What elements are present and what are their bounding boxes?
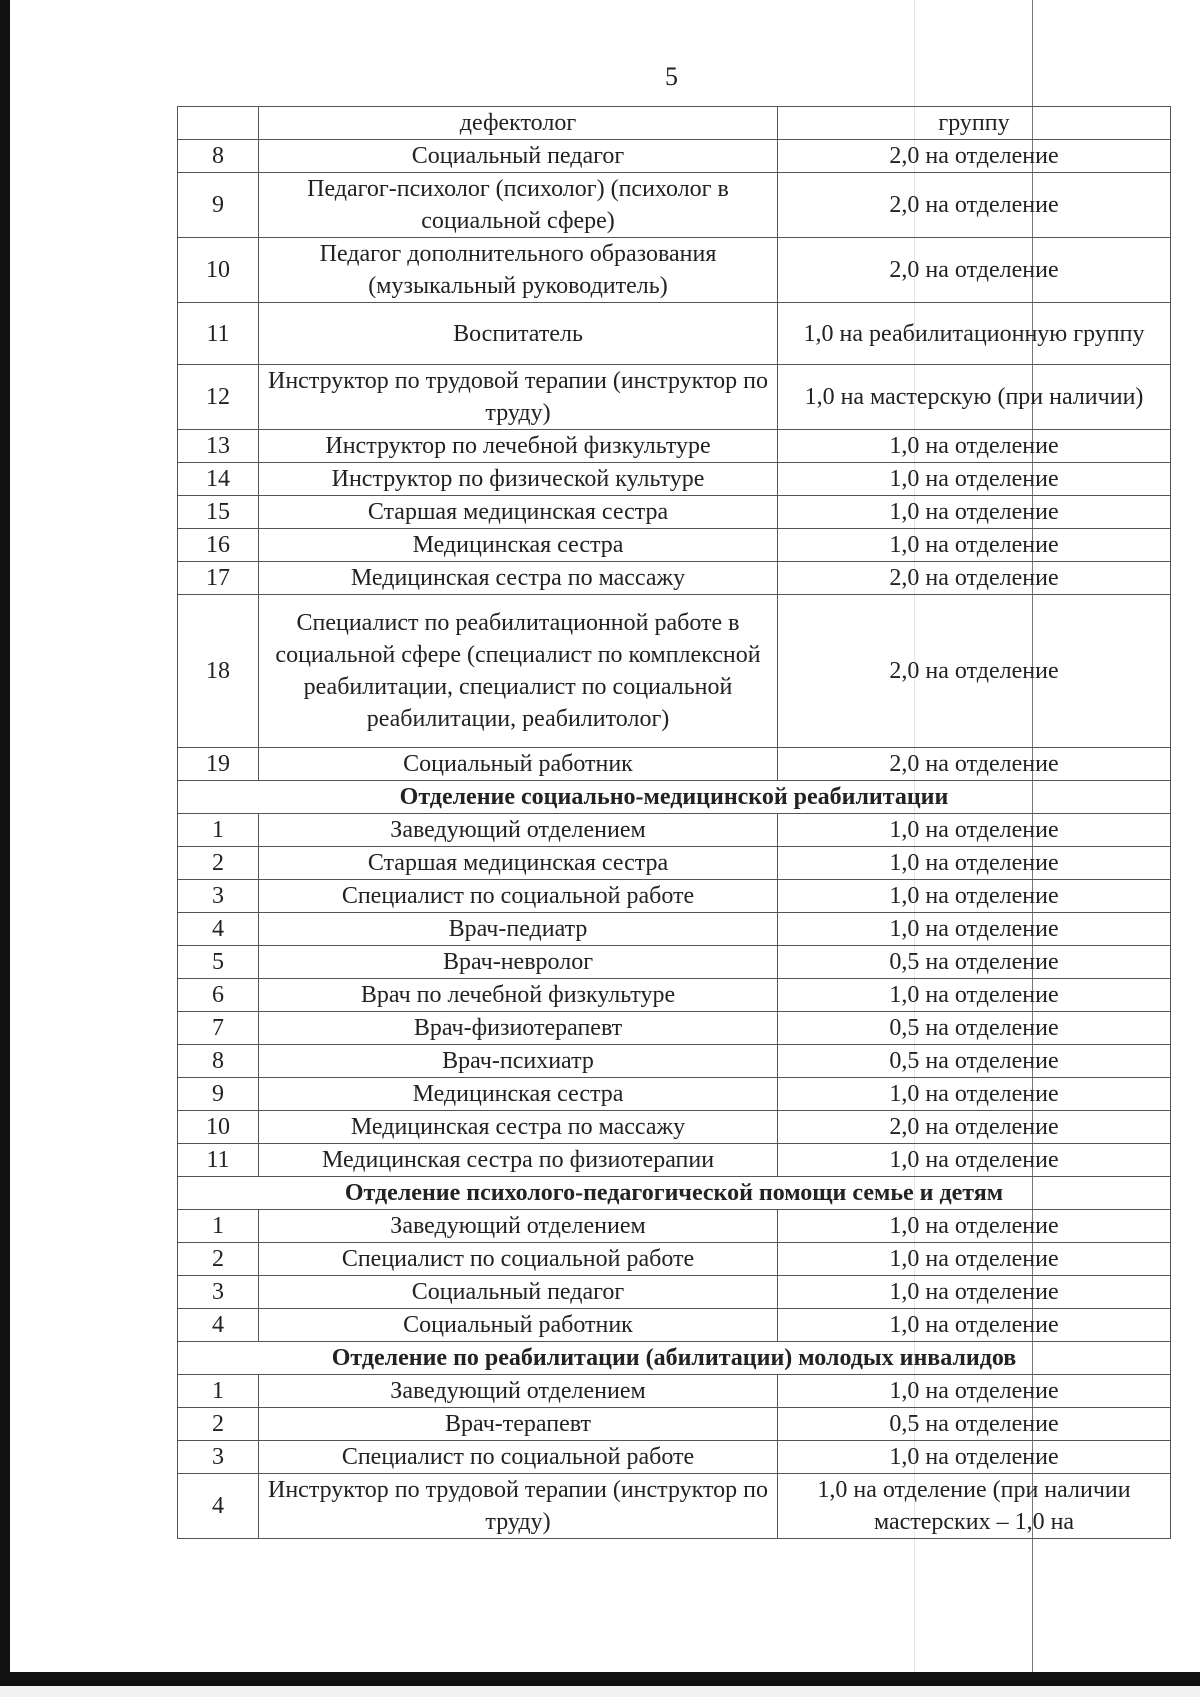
row-number-cell: 15 bbox=[178, 496, 259, 529]
staff-norm-cell: 2,0 на отделение bbox=[778, 1111, 1171, 1144]
table-row bbox=[178, 1111, 1171, 1144]
position-cell: Медицинская сестра bbox=[259, 1078, 778, 1111]
staff-norm-cell: 1,0 на отделение bbox=[778, 1144, 1171, 1177]
table-row bbox=[178, 463, 1171, 496]
row-number-cell: 2 bbox=[178, 847, 259, 880]
section-title: Отделение по реабилитации (абилитации) молодых инвалидов bbox=[178, 1342, 1171, 1375]
row-number-cell: 7 bbox=[178, 1012, 259, 1045]
row-number-cell: 3 bbox=[178, 880, 259, 913]
staff-norm-cell: 2,0 на отделение bbox=[778, 173, 1171, 238]
position-cell: Социальный педагог bbox=[259, 1276, 778, 1309]
row-number-cell: 18 bbox=[178, 595, 259, 748]
position-cell: Заведующий отделением bbox=[259, 814, 778, 847]
staff-norm-cell: 2,0 на отделение bbox=[778, 562, 1171, 595]
position-cell: Врач-педиатр bbox=[259, 913, 778, 946]
row-number-cell: 5 bbox=[178, 946, 259, 979]
table-row bbox=[178, 365, 1171, 430]
table-row bbox=[178, 1210, 1171, 1243]
row-number-cell bbox=[178, 107, 259, 140]
staff-norm-cell: 1,0 на отделение bbox=[778, 463, 1171, 496]
table-row bbox=[178, 1078, 1171, 1111]
row-number-cell: 9 bbox=[178, 1078, 259, 1111]
position-cell: Педагог дополнительного образования (музыкальный руководитель) bbox=[259, 238, 778, 303]
table-row bbox=[178, 595, 1171, 748]
row-number-cell: 11 bbox=[178, 1144, 259, 1177]
row-number-cell: 14 bbox=[178, 463, 259, 496]
row-number-cell: 1 bbox=[178, 814, 259, 847]
row-number-cell: 19 bbox=[178, 748, 259, 781]
staff-norm-cell: 1,0 на отделение bbox=[778, 496, 1171, 529]
staff-norm-cell: 1,0 на отделение bbox=[778, 430, 1171, 463]
table-row bbox=[178, 140, 1171, 173]
position-cell: Медицинская сестра bbox=[259, 529, 778, 562]
table-row bbox=[178, 562, 1171, 595]
position-cell: Социальный работник bbox=[259, 1309, 778, 1342]
table-row bbox=[178, 303, 1171, 365]
position-cell: Врач-терапевт bbox=[259, 1408, 778, 1441]
staff-norm-cell: 1,0 на отделение bbox=[778, 814, 1171, 847]
table-row bbox=[178, 979, 1171, 1012]
table-row bbox=[178, 1375, 1171, 1408]
staff-norm-cell: 0,5 на отделение bbox=[778, 1012, 1171, 1045]
position-cell: Инструктор по трудовой терапии (инструктор по труду) bbox=[259, 1474, 778, 1539]
position-cell: Старшая медицинская сестра bbox=[259, 496, 778, 529]
staffing-table-body bbox=[178, 107, 1171, 1539]
position-cell: Специалист по реабилитационной работе в социальной сфере (специалист по комплексной реабилитации, специалист по социальной реабилитации, реабилитолог) bbox=[259, 595, 778, 748]
position-cell: Социальный работник bbox=[259, 748, 778, 781]
table-row bbox=[178, 748, 1171, 781]
position-cell: Старшая медицинская сестра bbox=[259, 847, 778, 880]
row-number-cell: 1 bbox=[178, 1375, 259, 1408]
staff-norm-cell: 1,0 на отделение bbox=[778, 1243, 1171, 1276]
position-cell: Педагог-психолог (психолог) (психолог в социальной сфере) bbox=[259, 173, 778, 238]
staff-norm-cell: 1,0 на реабилитационную группу bbox=[778, 303, 1171, 365]
row-number-cell: 2 bbox=[178, 1408, 259, 1441]
row-number-cell: 8 bbox=[178, 140, 259, 173]
table-row bbox=[178, 430, 1171, 463]
row-number-cell: 10 bbox=[178, 238, 259, 303]
staff-norm-cell: 1,0 на отделение bbox=[778, 1210, 1171, 1243]
position-cell: Медицинская сестра по массажу bbox=[259, 562, 778, 595]
row-number-cell: 1 bbox=[178, 1210, 259, 1243]
table-row bbox=[178, 913, 1171, 946]
table-row bbox=[178, 1012, 1171, 1045]
row-number-cell: 9 bbox=[178, 173, 259, 238]
table-row bbox=[178, 1309, 1171, 1342]
table-row bbox=[178, 107, 1171, 140]
row-number-cell: 4 bbox=[178, 913, 259, 946]
scan-bottom-shade bbox=[0, 1686, 1200, 1697]
row-number-cell: 10 bbox=[178, 1111, 259, 1144]
table-row bbox=[178, 1243, 1171, 1276]
section-header-row bbox=[178, 1342, 1171, 1375]
staff-norm-cell: 1,0 на отделение bbox=[778, 913, 1171, 946]
position-cell: Инструктор по трудовой терапии (инструктор по труду) bbox=[259, 365, 778, 430]
scan-bottom-edge bbox=[0, 1672, 1200, 1686]
staff-norm-cell: 1,0 на отделение bbox=[778, 847, 1171, 880]
row-number-cell: 16 bbox=[178, 529, 259, 562]
staff-norm-cell: 1,0 на отделение bbox=[778, 1309, 1171, 1342]
staff-norm-cell: 2,0 на отделение bbox=[778, 748, 1171, 781]
row-number-cell: 3 bbox=[178, 1276, 259, 1309]
position-cell: Врач-психиатр bbox=[259, 1045, 778, 1078]
position-cell: Специалист по социальной работе bbox=[259, 1243, 778, 1276]
table-row bbox=[178, 238, 1171, 303]
staff-norm-cell: 1,0 на отделение bbox=[778, 1441, 1171, 1474]
table-row bbox=[178, 1276, 1171, 1309]
row-number-cell: 4 bbox=[178, 1309, 259, 1342]
position-cell: Социальный педагог bbox=[259, 140, 778, 173]
staff-norm-cell: 2,0 на отделение bbox=[778, 140, 1171, 173]
staff-norm-cell: 1,0 на отделение bbox=[778, 979, 1171, 1012]
row-number-cell: 12 bbox=[178, 365, 259, 430]
position-cell: Медицинская сестра по массажу bbox=[259, 1111, 778, 1144]
section-title: Отделение психолого-педагогической помощи семье и детям bbox=[178, 1177, 1171, 1210]
table-row bbox=[178, 1441, 1171, 1474]
row-number-cell: 2 bbox=[178, 1243, 259, 1276]
position-cell: Воспитатель bbox=[259, 303, 778, 365]
staff-norm-cell: 0,5 на отделение bbox=[778, 1408, 1171, 1441]
position-cell: Врач по лечебной физкультуре bbox=[259, 979, 778, 1012]
position-cell: Врач-физиотерапевт bbox=[259, 1012, 778, 1045]
position-cell: Специалист по социальной работе bbox=[259, 1441, 778, 1474]
page-number: 5 bbox=[665, 62, 678, 91]
staff-norm-cell: 2,0 на отделение bbox=[778, 595, 1171, 748]
staff-norm-cell: 1,0 на отделение (при наличии мастерских – 1,0 на bbox=[778, 1474, 1171, 1539]
row-number-cell: 3 bbox=[178, 1441, 259, 1474]
row-number-cell: 6 bbox=[178, 979, 259, 1012]
position-cell: Врач-невролог bbox=[259, 946, 778, 979]
table-row bbox=[178, 1474, 1171, 1539]
staff-norm-cell: 2,0 на отделение bbox=[778, 238, 1171, 303]
table-row bbox=[178, 1408, 1171, 1441]
row-number-cell: 8 bbox=[178, 1045, 259, 1078]
staff-norm-cell: 0,5 на отделение bbox=[778, 1045, 1171, 1078]
row-number-cell: 4 bbox=[178, 1474, 259, 1539]
table-row bbox=[178, 496, 1171, 529]
section-title: Отделение социально-медицинской реабилитации bbox=[178, 781, 1171, 814]
staff-norm-cell: 1,0 на отделение bbox=[778, 880, 1171, 913]
section-header-row bbox=[178, 1177, 1171, 1210]
table-row bbox=[178, 1144, 1171, 1177]
position-cell: Инструктор по физической культуре bbox=[259, 463, 778, 496]
table-row bbox=[178, 847, 1171, 880]
row-number-cell: 17 bbox=[178, 562, 259, 595]
scan-left-edge bbox=[0, 0, 10, 1697]
staff-norm-cell: 1,0 на отделение bbox=[778, 1375, 1171, 1408]
position-cell: Инструктор по лечебной физкультуре bbox=[259, 430, 778, 463]
staff-norm-cell: 0,5 на отделение bbox=[778, 946, 1171, 979]
row-number-cell: 13 bbox=[178, 430, 259, 463]
table-row bbox=[178, 1045, 1171, 1078]
table-row bbox=[178, 814, 1171, 847]
position-cell: Заведующий отделением bbox=[259, 1210, 778, 1243]
staff-norm-cell: 1,0 на отделение bbox=[778, 1078, 1171, 1111]
staff-norm-cell: группу bbox=[778, 107, 1171, 140]
staff-norm-cell: 1,0 на отделение bbox=[778, 1276, 1171, 1309]
table-row bbox=[178, 880, 1171, 913]
staff-norm-cell: 1,0 на отделение bbox=[778, 529, 1171, 562]
position-cell: Медицинская сестра по физиотерапии bbox=[259, 1144, 778, 1177]
staffing-table bbox=[177, 106, 1171, 1539]
section-header-row bbox=[178, 781, 1171, 814]
table-row bbox=[178, 529, 1171, 562]
position-cell: Заведующий отделением bbox=[259, 1375, 778, 1408]
staff-norm-cell: 1,0 на мастерскую (при наличии) bbox=[778, 365, 1171, 430]
position-cell: Специалист по социальной работе bbox=[259, 880, 778, 913]
table-row bbox=[178, 946, 1171, 979]
table-row bbox=[178, 173, 1171, 238]
position-cell: дефектолог bbox=[259, 107, 778, 140]
row-number-cell: 11 bbox=[178, 303, 259, 365]
